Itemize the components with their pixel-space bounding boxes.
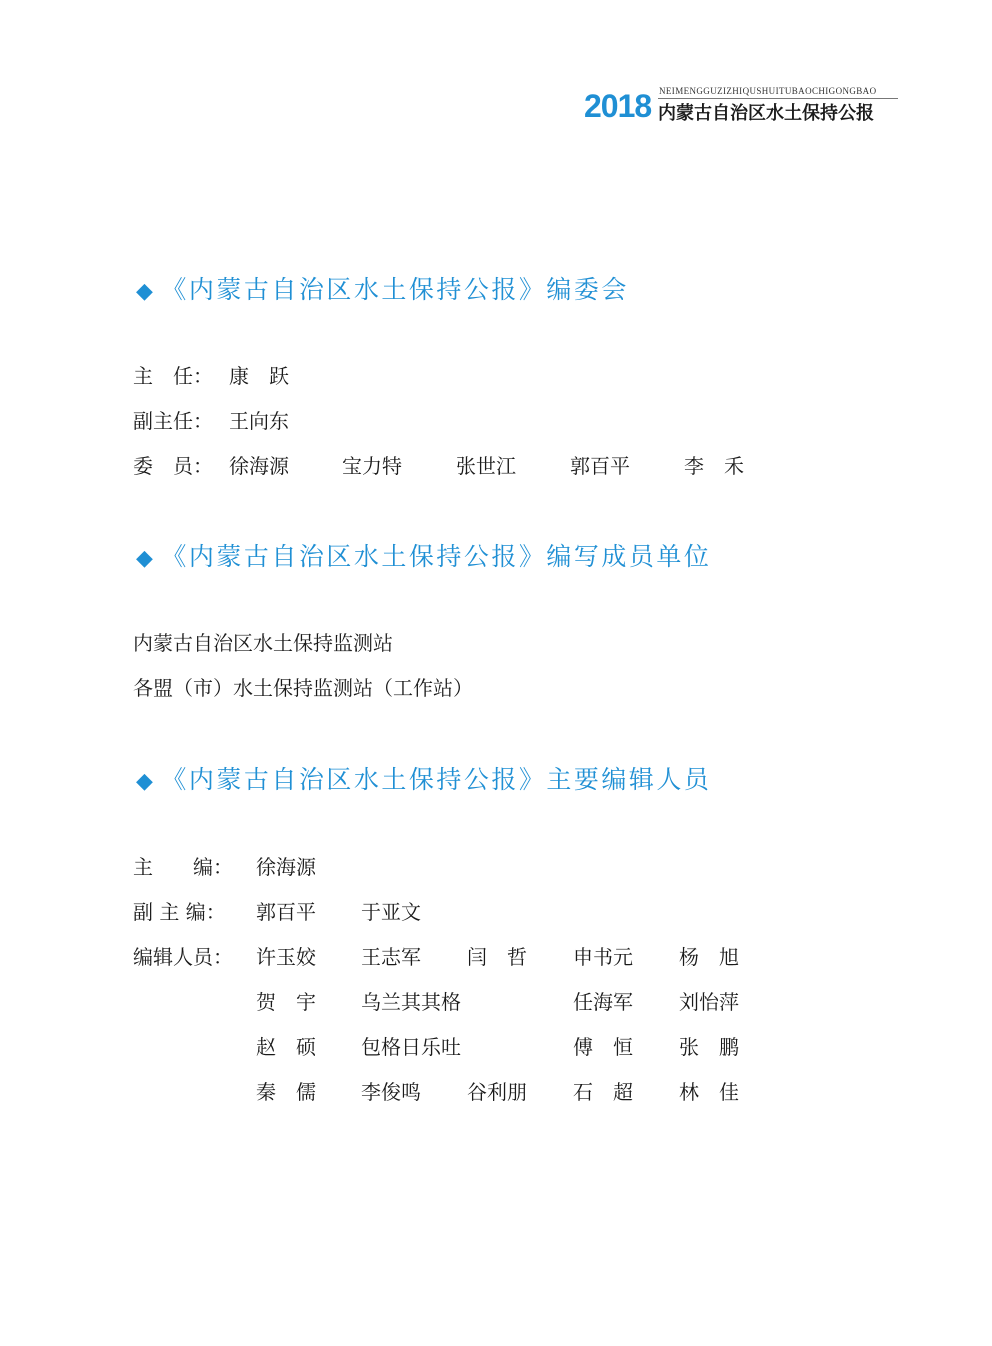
editor-name: 包格日乐吐: [361, 1035, 461, 1059]
vice-editor-name: 于亚文: [361, 900, 421, 924]
chief-editor-name: 徐海源: [256, 855, 316, 879]
director-name: 康 跃: [229, 364, 289, 388]
editor-name: 赵 硕: [256, 1035, 316, 1059]
unit-item: 各盟（市）水土保持监测站（工作站）: [133, 676, 473, 700]
editor-name: 秦 儒: [256, 1080, 316, 1104]
member-name: 张世江: [456, 454, 516, 478]
member-name: 李 禾: [684, 454, 744, 478]
header-title: 内蒙古自治区水土保持公报: [658, 103, 874, 124]
editor-name: 申书元: [573, 945, 633, 969]
editor-name: 李俊鸣: [361, 1080, 421, 1104]
editor-name: 石 超: [573, 1080, 633, 1104]
section-heading-units: [136, 537, 711, 573]
editor-name: 刘怡萍: [679, 990, 739, 1014]
section-title: 《内蒙古自治区水土保持公报》编写成员单位: [161, 542, 712, 571]
editor-name: 傅 恒: [573, 1035, 633, 1059]
member-name: 宝力特: [342, 454, 402, 478]
deputy-name: 王向东: [229, 409, 289, 433]
editor-name: 谷利朋: [467, 1080, 527, 1104]
editor-name: 杨 旭: [679, 945, 739, 969]
member-name: 郭百平: [570, 454, 630, 478]
header-year: 2018: [584, 88, 652, 124]
editor-name: 任海军: [573, 990, 633, 1014]
editor-name: 许玉姣: [256, 945, 316, 969]
header-pinyin: NEIMENGGUZIZHIQUSHUITUBAOCHIGONGBAO: [659, 86, 877, 96]
section-title: 《内蒙古自治区水土保持公报》编委会: [161, 275, 629, 304]
editor-name: 王志军: [361, 945, 421, 969]
members-label: 委 员：: [133, 454, 213, 478]
unit-item: 内蒙古自治区水土保持监测站: [133, 631, 393, 655]
editor-name: 闫 哲: [467, 945, 527, 969]
editor-name: 林 佳: [679, 1080, 739, 1104]
diamond-bullet-icon: ◆: [136, 769, 156, 794]
editors-label: 编辑人员：: [133, 945, 233, 969]
editor-name: 乌兰其其格: [361, 990, 461, 1014]
section-heading-editors: [136, 760, 711, 796]
vice-editor-name: 郭百平: [256, 900, 316, 924]
member-name: 徐海源: [229, 454, 289, 478]
chief-editor-label: 主 编：: [133, 855, 233, 879]
diamond-bullet-icon: ◆: [136, 546, 156, 571]
section-title: 《内蒙古自治区水土保持公报》主要编辑人员: [161, 765, 712, 794]
diamond-bullet-icon: ◆: [136, 279, 156, 304]
section-heading-committee: [136, 270, 629, 306]
vice-editor-label: 副 主 编：: [133, 900, 226, 924]
editor-name: 贺 宇: [256, 990, 316, 1014]
deputy-label: 副主任：: [133, 409, 213, 433]
editor-name: 张 鹏: [679, 1035, 739, 1059]
director-label: 主 任：: [133, 364, 213, 388]
